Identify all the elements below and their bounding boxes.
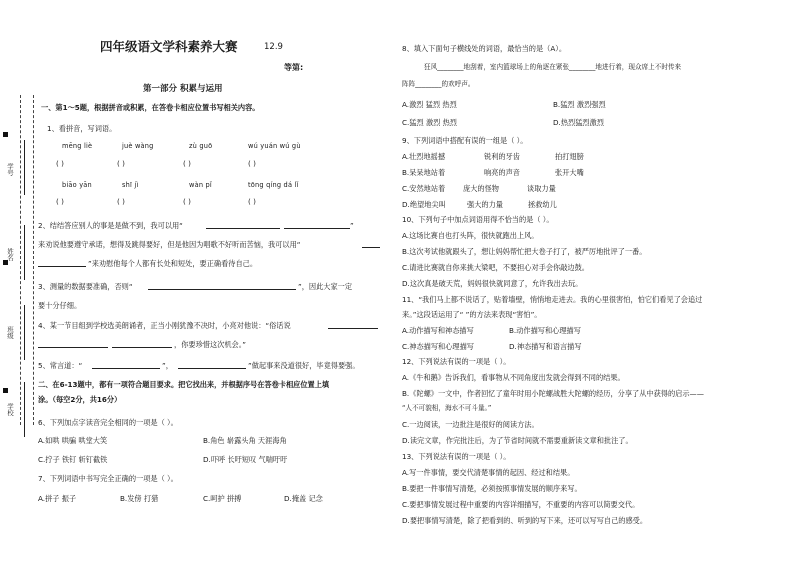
q4-line2: ，你要珍惜这次机会。” bbox=[174, 340, 246, 349]
side-label-school: 学校 bbox=[6, 403, 14, 416]
q5-end: ”做起事来没道很好，毕竟得要强。 bbox=[248, 361, 360, 370]
q12-option-b[interactable]: B.《陀螺》一文中，作者回忆了童年时用小陀螺战胜大陀螺的经历，分享了从中获得的启示—— bbox=[402, 389, 704, 398]
q1-answer-blank[interactable]: ( ) bbox=[183, 159, 191, 168]
q4-blank-a[interactable] bbox=[328, 328, 378, 329]
q2-blank-c[interactable] bbox=[362, 247, 380, 248]
q7-option-c[interactable]: C.呵护 拼搏 bbox=[203, 494, 242, 503]
q7-option-d[interactable]: D.掩盖 记念 bbox=[284, 494, 323, 503]
q6-option-a[interactable]: A.如哄 哄骗 哄堂大笑 bbox=[38, 436, 108, 445]
section1-heading: 一、第1～5题，根据拼音或积累，在答卷卡相应位置书写相关内容。 bbox=[41, 103, 260, 112]
q1-answer-blank[interactable]: ( ) bbox=[248, 197, 256, 206]
side-fill-line bbox=[24, 305, 25, 360]
q7-option-a[interactable]: A.拼子 振子 bbox=[38, 494, 77, 503]
q13-text: 13、下列说法有误的一项是（ ）。 bbox=[402, 452, 511, 461]
q9-option-d-word: 拯救幼儿 bbox=[528, 200, 557, 209]
q10-text: 10、下列句子中加点词语用得不恰当的是（ ）。 bbox=[402, 215, 554, 224]
q9-option-a-word: 锐利的牙齿 bbox=[484, 152, 520, 161]
q2-line1: 2、结结答应别人的事是是做不到，我可以用“ bbox=[38, 221, 183, 230]
q9-text: 9、下列词语中搭配有误的一组是（ ）。 bbox=[402, 136, 528, 145]
q9-option-b-word: 响亮的声音 bbox=[484, 168, 520, 177]
q12-option-c[interactable]: C.一边阅读，一边批注是很好的阅读方法。 bbox=[402, 420, 539, 429]
q1-pinyin: biāo yān bbox=[62, 181, 92, 189]
q1-pinyin: wàn pǐ bbox=[189, 181, 212, 189]
q1-answer-blank[interactable]: ( ) bbox=[117, 197, 125, 206]
q11-line1: 11、“我们马上都不说话了，贴着墙壁，悄悄地走进去。我的心里很害怕，怕它们看见了会追过 bbox=[402, 295, 703, 304]
q2-blank-b[interactable] bbox=[284, 228, 350, 229]
q11-option-c[interactable]: C.神态描写和心理描写 bbox=[402, 342, 474, 351]
q13-option-b[interactable]: B.要把一件事情写清楚，必须按照事情发展的顺序来写。 bbox=[402, 484, 582, 493]
side-fill-line bbox=[24, 225, 25, 280]
q6-text: 6、下列加点字读音完全相同的一项是（ ）。 bbox=[38, 418, 178, 427]
q9-option-c-word: 庞大的怪物 bbox=[463, 184, 499, 193]
q1-text: 1、看拼音，写词语。 bbox=[47, 124, 117, 133]
section2-heading: 二、在6-13题中，都有一项符合题目要求。把它找出来，并根据序号在答卷卡相应位置上填 bbox=[38, 380, 330, 389]
q12-option-b-quote: “人不可貌相，海水不可斗量。” bbox=[402, 404, 492, 412]
q1-pinyin: juè wàng bbox=[122, 142, 154, 150]
q11-option-a[interactable]: A.动作描写和神态描写 bbox=[402, 326, 474, 335]
q11-option-b[interactable]: B.动作描写和心理描写 bbox=[509, 326, 581, 335]
q1-answer-blank[interactable]: ( ) bbox=[117, 159, 125, 168]
q3-line1-end: ”，因此大家一定 bbox=[298, 282, 353, 291]
q8-passage-cont: 阵阵________的欢呼声。 bbox=[402, 80, 475, 88]
q4-blank-c[interactable] bbox=[112, 347, 172, 348]
q8-option-b[interactable]: B.猛烈 激烈强烈 bbox=[553, 100, 606, 109]
q13-option-a[interactable]: A.写一件事情，要交代清楚事情的起因、经过和结果。 bbox=[402, 468, 575, 477]
q5-blank-a[interactable] bbox=[92, 368, 160, 369]
q2-line2: 来劝说他要遵守承诺，想得及跳得要好，但是他因为唱歌不好听而苦恼，我可以用“ bbox=[38, 240, 301, 249]
q8-option-c[interactable]: C.猛烈 激烈 热烈 bbox=[402, 118, 457, 127]
q3-blank[interactable] bbox=[148, 289, 296, 290]
q7-text: 7、下列词语中书写完全正确的一项是（ ）。 bbox=[38, 474, 178, 483]
q1-pinyin: wú yuán wú gù bbox=[248, 142, 301, 150]
q1-pinyin: tōng qíng dá lǐ bbox=[248, 181, 299, 189]
q9-option-c-word: 谈取力量 bbox=[527, 184, 556, 193]
q1-answer-blank[interactable]: ( ) bbox=[56, 197, 64, 206]
q1-answer-blank[interactable]: ( ) bbox=[183, 197, 191, 206]
q4-blank-b[interactable] bbox=[38, 347, 108, 348]
side-label-class: 班级 bbox=[6, 326, 14, 339]
q9-option-a-word: 拍打翅膀 bbox=[555, 152, 584, 161]
q11-option-d[interactable]: D.神态描写和语言描写 bbox=[509, 342, 582, 351]
q12-option-d[interactable]: D.读完文章，作完批注后，为了节省时间就不需要重新读文章和批注了。 bbox=[402, 436, 633, 445]
side-label-name: 姓名 bbox=[6, 248, 14, 261]
q1-answer-blank[interactable]: ( ) bbox=[248, 159, 256, 168]
q13-option-c[interactable]: C.要把事情发展过程中重要的内容详细描写，不重要的内容可以简要交代。 bbox=[402, 500, 640, 509]
q7-option-b[interactable]: B.发傍 打猎 bbox=[120, 494, 159, 503]
section2-heading-cont: 涂。（每空2分，共16分） bbox=[38, 395, 122, 404]
q5-mid: ”， bbox=[162, 361, 173, 370]
q1-pinyin: zù guō bbox=[189, 142, 213, 150]
q8-option-a[interactable]: A.激烈 猛烈 热烈 bbox=[402, 100, 457, 109]
part1-title: 第一部分 积累与运用 bbox=[143, 84, 223, 94]
q10-option-b[interactable]: B.这次考试他就跟头了，想让妈妈帮忙把大卷子打了，被严厉地批评了一番。 bbox=[402, 247, 647, 256]
q9-option-b[interactable]: B.呆呆地站着 bbox=[402, 168, 446, 177]
exam-date: 12.9 bbox=[264, 42, 283, 52]
binding-line-outer bbox=[20, 95, 21, 425]
grade-label: 等第: bbox=[284, 63, 304, 72]
exam-title: 四年级语文学科素养大赛 bbox=[100, 39, 238, 54]
q13-option-d[interactable]: D.要把事情写清楚，除了把看到的、听到的写下来，还可以写写自己的感受。 bbox=[402, 516, 648, 525]
q1-answer-blank[interactable]: ( ) bbox=[56, 159, 64, 168]
q9-option-a[interactable]: A.壮烈地摇撼 bbox=[402, 152, 446, 161]
binding-line-inner bbox=[33, 95, 34, 425]
q12-text: 12、下列说法有误的一项是（ ）。 bbox=[402, 357, 511, 366]
q8-text: 8、填入下面句子横线处的词语，最恰当的是（A）。 bbox=[402, 44, 567, 53]
q1-pinyin: mēng liè bbox=[62, 142, 93, 150]
q9-option-b-word: 张开大嘴 bbox=[555, 168, 584, 177]
q6-option-b[interactable]: B.角色 崭露头角 天涯海角 bbox=[203, 436, 287, 445]
q9-option-d-word: 强大的力量 bbox=[467, 200, 503, 209]
q2-quote-close: ” bbox=[350, 221, 354, 230]
q1-pinyin: shī jì bbox=[122, 181, 139, 189]
q6-option-d[interactable]: D.吓呼 长吁短叹 气喘吁吁 bbox=[203, 455, 288, 464]
q9-option-d[interactable]: D.绝望地尖叫 bbox=[402, 200, 446, 209]
q3-line1: 3、测量的数据要准确，否则“ bbox=[38, 282, 133, 291]
q5-blank-b[interactable] bbox=[178, 368, 246, 369]
q5-start: 5、常言道：“ bbox=[38, 361, 83, 370]
q12-option-a[interactable]: A.《牛和鹅》告诉我们，看事物从不同角度出发就会得到不同的结果。 bbox=[402, 373, 625, 382]
q2-blank-a[interactable] bbox=[206, 228, 280, 229]
q10-option-c[interactable]: C.请进比赛就自你来挑大梁吧，不要担心对手会你敲边鼓。 bbox=[402, 263, 589, 272]
binding-mark bbox=[3, 132, 8, 137]
side-fill-line bbox=[24, 382, 25, 437]
q2-blank-d[interactable] bbox=[38, 266, 86, 267]
binding-mark bbox=[3, 388, 8, 393]
side-fill-line bbox=[24, 140, 25, 195]
q8-passage: 狂风________地刮着，室内篮球场上的角逐在紧张________地进行着，现众席上不时传来 bbox=[424, 63, 682, 71]
q11-line2: 来。”这段话运用了“ ”的方法来表现“害怕”。 bbox=[402, 310, 542, 319]
q6-option-c[interactable]: C.拧子 铁钉 斩钉截铁 bbox=[38, 455, 108, 464]
side-label-student-id: 学号 bbox=[6, 163, 14, 176]
q4-line1: 4、某一节目组到学校选美朗诵者，正当小刚犹豫不决时，小亮对他说：“俗话说 bbox=[38, 321, 291, 330]
q8-option-d[interactable]: D.热烈猛烈激烈 bbox=[553, 118, 604, 127]
q2-line3: ”来劝慰他每个人都有长处和短处，要正确看待自己。 bbox=[88, 259, 258, 268]
q10-option-a[interactable]: A.这场比赛自也打头阵，很快就跑出上风。 bbox=[402, 231, 539, 240]
q10-option-d[interactable]: D.这次真是破天荒，妈妈很快就同意了，允许我出去玩。 bbox=[402, 279, 583, 288]
q3-line2: 要十分仔细。 bbox=[38, 301, 82, 310]
q9-option-c[interactable]: C.安然地站着 bbox=[402, 184, 446, 193]
